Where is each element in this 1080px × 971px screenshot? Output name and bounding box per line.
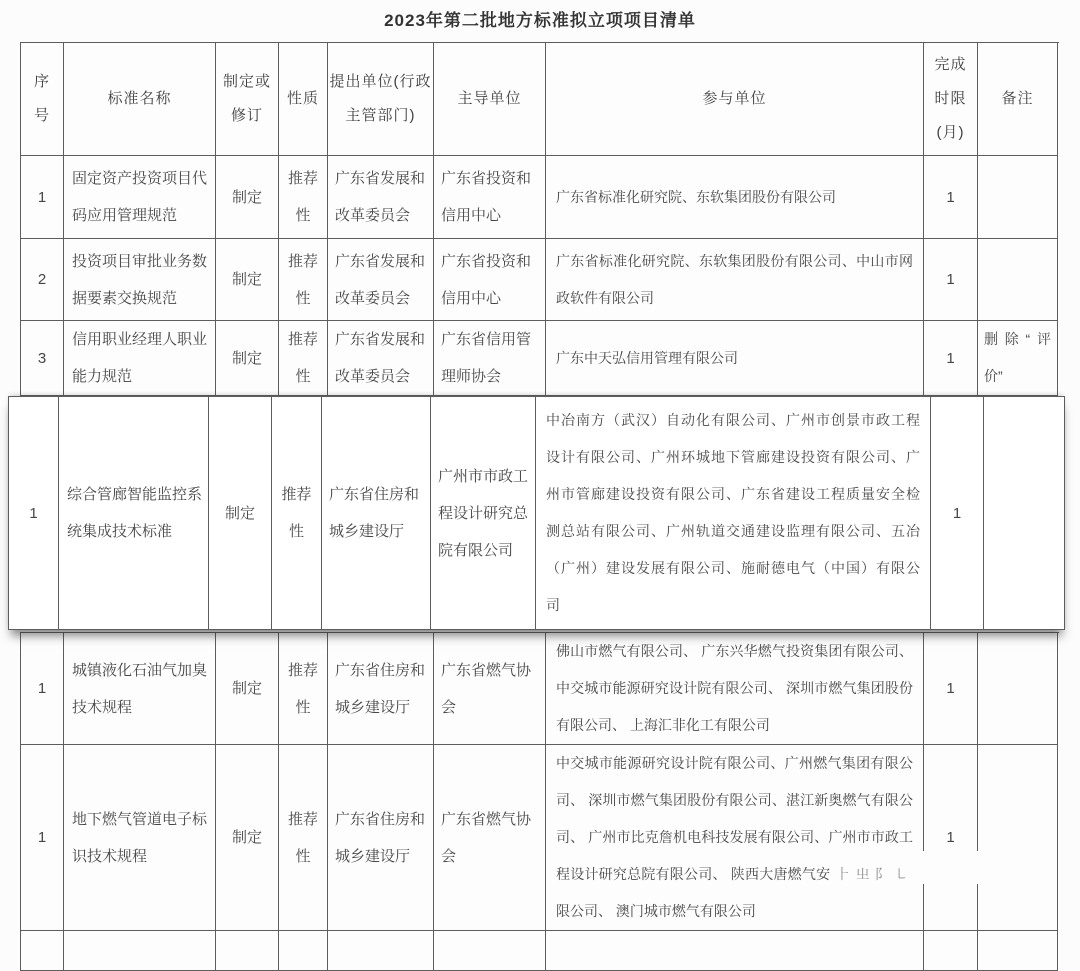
- text-line: 性: [295, 207, 311, 224]
- table-row-3: [21, 321, 1059, 396]
- text-line: 推荐: [287, 810, 318, 828]
- table-row-1: [21, 156, 1059, 239]
- text-line: 识技术规程: [72, 847, 148, 865]
- cell-proposer: [328, 745, 434, 931]
- cell-months: [931, 397, 984, 629]
- cell-leader: [434, 931, 546, 971]
- text-line: 1: [946, 829, 955, 846]
- text-line: 改革委员会: [335, 289, 411, 307]
- cell-nature: [279, 633, 328, 745]
- text-line: 1: [37, 680, 47, 697]
- text-line: 1: [946, 188, 955, 206]
- cell-num: [21, 931, 64, 971]
- cell-name: [64, 931, 216, 971]
- text-line: 标准名称: [107, 90, 172, 107]
- text-line: 中交城市能源研究设计院有限公司、广州燃气集团有限公: [556, 755, 913, 771]
- cell-remark: [984, 397, 1065, 629]
- text-line: 广东省投资和: [441, 252, 532, 270]
- table-row-142: [21, 745, 1059, 931]
- text-line: 1: [37, 829, 47, 846]
- text-line: 广东省标准化研究院、东软集团股份有限公司: [556, 188, 836, 205]
- cell-proposer: [328, 931, 434, 971]
- cell-leader: [434, 321, 546, 396]
- cell-participants: [546, 633, 924, 745]
- cell-leader: [431, 397, 536, 629]
- cell-participants: [546, 745, 924, 931]
- cell-participants: [546, 321, 924, 396]
- text-line: 改革委员会: [335, 368, 411, 385]
- cell-nature: [279, 745, 328, 931]
- cell-participants: [546, 239, 924, 321]
- text-line: 码应用管理规范: [72, 207, 178, 224]
- text-line: 固定资产投资项目代: [72, 170, 208, 187]
- cell-num: [21, 745, 64, 931]
- cell-proposer: [328, 321, 434, 396]
- text-line: 城乡建设厅: [335, 698, 411, 716]
- text-line: 性: [288, 523, 304, 540]
- cell-num: [9, 397, 59, 629]
- cell-type: [209, 397, 272, 629]
- text-line: 推荐: [281, 486, 312, 503]
- text-line: 信用职业经理人职业: [72, 331, 208, 348]
- text-line: 序: [33, 73, 50, 90]
- text-line: 会: [441, 847, 457, 865]
- text-line: 1: [946, 349, 955, 367]
- text-line: 制定或: [222, 73, 271, 90]
- cell-num: [21, 633, 64, 745]
- text-line: 制定: [231, 271, 262, 288]
- text-line: 广东中天弘信用管理有限公司: [556, 349, 738, 366]
- text-line: 程设计研究总: [438, 504, 529, 522]
- text-line: 2: [37, 271, 47, 288]
- standards-table-lower: [20, 632, 1059, 971]
- cell-num: [21, 156, 64, 239]
- text-line: 广东省燃气协: [441, 661, 532, 679]
- cell-num: [21, 43, 64, 156]
- text-line: 佛山市燃气有限公司、 广东兴华燃气投资集团有限公司、: [556, 643, 913, 659]
- cell-name: [59, 397, 209, 629]
- text-line: 制定: [231, 829, 262, 846]
- cell-leader: [434, 156, 546, 239]
- cell-remark: [978, 321, 1058, 396]
- text-line: 性: [295, 289, 311, 307]
- cell-proposer: [322, 397, 431, 629]
- text-line: 能力规范: [72, 368, 133, 385]
- text-line: 广东省住房和: [335, 810, 426, 828]
- text-line: 城乡建设厅: [335, 847, 411, 865]
- text-line: 性: [295, 368, 311, 385]
- text-line: 1: [946, 271, 955, 288]
- cell-type: [216, 633, 279, 745]
- text-line: 推荐: [287, 170, 318, 187]
- text-line: 广州市市政工: [438, 467, 529, 485]
- cell-participants: [546, 156, 924, 239]
- text-line: 统集成技术标准: [67, 523, 173, 540]
- text-line: 广东省投资和: [441, 170, 532, 187]
- cell-name: [64, 321, 216, 396]
- text-line: 投资项目审批业务数: [72, 252, 208, 270]
- text-line: 制定: [224, 504, 255, 522]
- cell-nature: [279, 156, 328, 239]
- text-line: 改革委员会: [335, 207, 411, 224]
- text-line: 主管部门): [345, 107, 416, 124]
- text-line: 信用中心: [441, 207, 502, 224]
- text-line: (月): [936, 124, 965, 141]
- cell-type: [216, 321, 279, 396]
- cell-remark: [978, 633, 1058, 745]
- text-line: 完成: [934, 56, 967, 73]
- table-header-row: [21, 43, 1059, 156]
- standards-table-upper: [20, 42, 1059, 396]
- text-line: 设计有限公司、广州环城地下管廊建设投资有限公司、广: [546, 449, 920, 465]
- cell-name: [64, 43, 216, 156]
- text-line: [556, 856, 913, 893]
- text-line: 据要素交换规范: [72, 289, 178, 307]
- text-line: 综合管廊智能监控系: [67, 486, 203, 503]
- cell-nature: [279, 239, 328, 321]
- cell-leader: [434, 43, 546, 156]
- text-line: 性质: [286, 90, 319, 107]
- text-line: 广东省住房和: [335, 661, 426, 679]
- cell-remark: [978, 239, 1058, 321]
- cell-type: [216, 931, 279, 971]
- text-line: 参与单位: [702, 90, 767, 107]
- text-line: 1: [37, 188, 47, 206]
- cell-num: [21, 239, 64, 321]
- text-line: 广东省发展和: [335, 170, 426, 187]
- cell-proposer: [328, 43, 434, 156]
- text-line: 制定: [231, 188, 262, 206]
- text-line: 程设计研究总院有限公司、 陕西大唐燃气安: [556, 866, 831, 882]
- text-line: 主导单位: [457, 90, 522, 107]
- text-line: 广东省标准化研究院、东软集团股份有限公司、中山市网: [556, 252, 913, 269]
- text-line: 修订: [230, 107, 263, 124]
- cell-leader: [434, 633, 546, 745]
- cell-months: [924, 321, 978, 396]
- cell-months: [924, 156, 978, 239]
- text-line: 制定: [231, 349, 262, 367]
- watermark-fragments: ⺊㞢阝㇄: [836, 866, 914, 882]
- cell-nature: [279, 321, 328, 396]
- row-140-overlay: [8, 396, 1065, 630]
- cell-remark: [978, 745, 1058, 931]
- cell-nature: [279, 43, 328, 156]
- text-line: 号: [33, 107, 50, 124]
- text-line: 时限: [934, 90, 967, 107]
- text-line: 推荐: [287, 252, 318, 270]
- text-line: 限公司、 澳门城市燃气有限公司: [556, 903, 756, 919]
- page-title: 2023年第二批地方标准拟立项项目清单: [384, 11, 696, 30]
- text-line: 1: [29, 504, 38, 522]
- table-row-140: [9, 397, 1064, 629]
- text-line: 州市管廊建设投资有限公司、广东省建设工程质量安全检: [546, 486, 920, 502]
- cell-nature: [272, 397, 322, 629]
- text-line: 理师协会: [441, 368, 502, 385]
- text-line: 3: [37, 349, 47, 367]
- text-line: 广东省信用管: [441, 331, 532, 348]
- cell-months: [924, 239, 978, 321]
- watermark-blob: [971, 851, 982, 884]
- text-line: 性: [295, 847, 311, 865]
- text-line: 价”: [984, 368, 1003, 384]
- text-line: 司、 广州市比克詹机电科技发展有限公司、广州市市政工: [556, 829, 913, 845]
- cell-remark: [978, 43, 1058, 156]
- text-line: 删除“评: [984, 331, 1051, 347]
- cell-months: [924, 931, 978, 971]
- cell-name: [64, 156, 216, 239]
- text-line: 推荐: [287, 661, 318, 679]
- text-line: 司、 深圳市燃气集团股份有限公司、湛江新奥燃气有限公: [556, 792, 913, 808]
- cell-months: [924, 745, 978, 931]
- table-row-141: [21, 633, 1059, 745]
- text-line: 城镇液化石油气加臭: [72, 661, 208, 679]
- cell-remark: [978, 931, 1058, 971]
- text-line: 1: [946, 680, 955, 697]
- cell-participants: [546, 931, 924, 971]
- cell-nature: [279, 931, 328, 971]
- cell-proposer: [328, 239, 434, 321]
- text-line: 1: [952, 504, 962, 522]
- table-row-stub: [21, 931, 1059, 971]
- cell-leader: [434, 745, 546, 931]
- cell-leader: [434, 239, 546, 321]
- text-line: 城乡建设厅: [329, 523, 405, 540]
- text-line: 信用中心: [441, 289, 502, 307]
- text-line: 会: [441, 698, 457, 716]
- text-line: 院有限公司: [438, 541, 514, 559]
- cell-remark: [978, 156, 1058, 239]
- text-line: 中冶南方（武汉）自动化有限公司、广州市创景市政工程: [546, 412, 920, 428]
- text-line: 提出单位(行政: [329, 73, 432, 90]
- cell-type: [216, 156, 279, 239]
- cell-type: [216, 239, 279, 321]
- cell-num: [21, 321, 64, 396]
- text-line: 制定: [231, 680, 262, 697]
- text-line: 广东省燃气协: [441, 810, 532, 828]
- text-line: 测总站有限公司、广州轨道交通建设监理有限公司、五冶: [546, 523, 920, 539]
- watermark-blob: [917, 851, 930, 884]
- cell-type: [216, 745, 279, 931]
- text-line: 推荐: [287, 331, 318, 348]
- text-line: 中交城市能源研究设计院有限公司、 深圳市燃气集团股份: [556, 680, 913, 696]
- cell-proposer: [328, 156, 434, 239]
- text-line: （广州）建设发展有限公司、施耐德电气（中国）有限公: [546, 560, 920, 576]
- text-line: 司: [546, 597, 560, 613]
- text-line: 备注: [1001, 90, 1034, 107]
- cell-participants: [536, 397, 931, 629]
- cell-participants: [546, 43, 924, 156]
- cell-months: [924, 633, 978, 745]
- text-line: 技术规程: [72, 698, 133, 716]
- cell-name: [64, 239, 216, 321]
- text-line: 政软件有限公司: [556, 289, 654, 306]
- cell-name: [64, 745, 216, 931]
- text-line: 广东省发展和: [335, 252, 426, 270]
- cell-proposer: [328, 633, 434, 745]
- cell-type: [216, 43, 279, 156]
- text-line: 性: [295, 698, 311, 716]
- text-line: 广东省发展和: [335, 331, 426, 348]
- cell-months: [924, 43, 978, 156]
- cell-name: [64, 633, 216, 745]
- text-line: 有限公司、 上海汇非化工有限公司: [556, 717, 770, 733]
- table-row-2: [21, 239, 1059, 321]
- text-line: 广东省住房和: [329, 486, 420, 503]
- text-line: 地下燃气管道电子标: [72, 810, 208, 828]
